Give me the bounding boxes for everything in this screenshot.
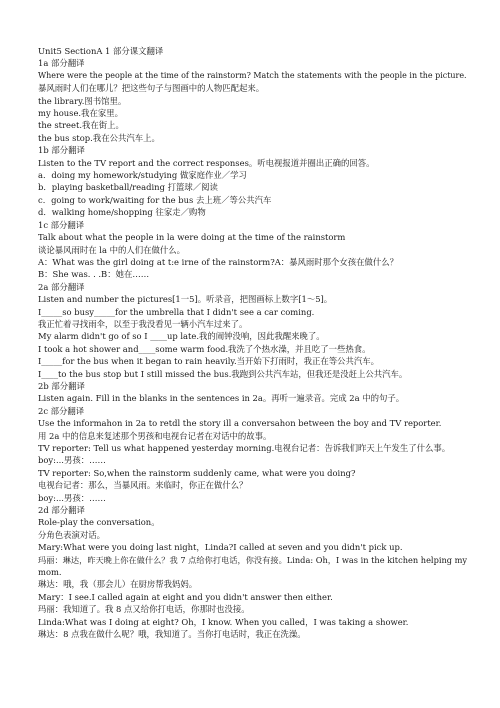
- text-line: b．playing basketball/reading 打篮球／阅读: [38, 182, 218, 193]
- text-line: Unit5 SectionA 1 部分课文翻译: [38, 46, 164, 56]
- text-line: 分角色表演对话。: [38, 529, 105, 540]
- text-line: 2c 部分翻译: [38, 405, 85, 416]
- text-line: 玛丽：琳达，昨天晚上你在做什么？我 7 点给你打电话，你没有接。Linda: Oh，I was in the kitchen helping my: [38, 554, 468, 565]
- text-line: 2b 部分翻译: [38, 380, 85, 391]
- text-line: 1c 部分翻译: [38, 219, 85, 230]
- text-line: Where were the people at the time of the rainstorm? Match the statements with the people in the picture.: [38, 70, 467, 80]
- text-line: the bus stop.我在公共汽车上。: [38, 132, 160, 143]
- text-line: Linda:What was I doing at eight? Oh，I know. When you called，I was taking a shower.: [38, 616, 409, 627]
- text-line: 2a 部分翻译: [38, 281, 85, 292]
- text-line: I took a hot shower and____some warm food.我洗了个热水澡，并且吃了一些热食。: [38, 343, 371, 354]
- text-line: B：She was. . .B：她在……: [38, 269, 150, 280]
- text-line: I_____so busy_____for the umbrella that I didn't see a car coming.: [38, 306, 315, 317]
- text-line: Mary:What were you doing last night，Linda?I called at seven and you didn't pick up.: [38, 542, 403, 553]
- text-line: 电视台记者：那么，当暴风雨。来临时，你正在做什么？: [38, 480, 248, 491]
- text-line: Mary：I see.I called again at eight and you didn't answer then either.: [38, 591, 333, 602]
- text-line: I____to the bus stop but I still missed the bus.我跑到公共汽车站，但我还是没赶上公共汽车。: [38, 368, 408, 379]
- text-line: Listen again. Fill in the blanks in the sentences in 2a。再听一遍录音。完成 2a 中的句子。: [38, 393, 405, 404]
- text-line: A：What was the girl doing at t:e irne of the rainstorm?A：暴风雨时那个女孩在做什么？: [38, 256, 399, 267]
- text-line: 1a 部分翻译: [38, 58, 85, 69]
- text-line: Listen to the TV report and the correct responses。听电视报道并圈出正确的回答。: [38, 157, 375, 168]
- text-line: TV reporter: Tell us what happened yesterday morning.电视台记者：告诉我们昨天上午发生了什么事。: [38, 443, 451, 453]
- text-line: I_____for the bus when it began to rain heavily.当开始下打雨时，我正在等公共汽车。: [38, 356, 380, 367]
- text-line: TV reporter: So,when the rainstorm suddenly came, what were you doing?: [38, 467, 356, 478]
- text-line: the street.我在街上。: [38, 120, 124, 131]
- text-line: a．doing my homework/studying 做家庭作业／学习: [38, 170, 247, 181]
- text-line: 2d 部分翻译: [38, 505, 85, 516]
- text-line: 琳达：哦，我（那会儿）在厨房帮我妈妈。: [38, 579, 198, 590]
- text-line: 谈论暴风雨时在 la 中的人们在做什么。: [38, 244, 185, 255]
- text-line: c．going to work/waiting for the bus 去上班／等公共汽车: [38, 194, 272, 205]
- text-line: Role-play the conversation。: [38, 517, 160, 528]
- text-line: my house.我在家里。: [38, 108, 123, 119]
- text-line: boy:...男孩：……: [38, 455, 106, 466]
- text-line: boy:...男孩：……: [38, 492, 106, 503]
- text-line: the library.图书馆里。: [38, 95, 127, 106]
- text-line: 玛丽：我知道了。我 8 点又给你打电话，你那时也没接。: [38, 604, 250, 615]
- text-line: mom.: [38, 567, 62, 578]
- text-line: 我正忙着寻找雨伞，以至于我没看见一辆小汽车过来了。: [38, 318, 248, 329]
- text-line: 1b 部分翻译: [38, 145, 85, 156]
- text-line: Use the informahon in 2a to retdl the story ill a conversahon between the boy and TV reporter.: [38, 418, 442, 429]
- text-line: 琳达：8 点我在做什么呢？哦，我知道了。当你打电话时，我正在洗澡。: [38, 629, 306, 640]
- text-line: Talk about what the people in la were doing at the time of the rainstorm: [38, 232, 346, 243]
- text-line: My alarm didn't go of so I ____up late.我的闹钟没响，因此我醒来晚了。: [38, 331, 325, 342]
- text-line: 用 2a 中的信息来复述那个男孩和电视台记者在对话中的故事。: [38, 430, 272, 441]
- text-line: Listen and number the pictures[1一5]。听录音，把图画标上数字[1～5]。: [38, 294, 333, 305]
- text-line: d．walking home/shopping 往家走／购物: [38, 207, 206, 218]
- document-body: [38, 45, 470, 641]
- text-line: 暴风雨时人们在哪儿？把这些句子与图画中的人物匹配起来。: [38, 83, 265, 94]
